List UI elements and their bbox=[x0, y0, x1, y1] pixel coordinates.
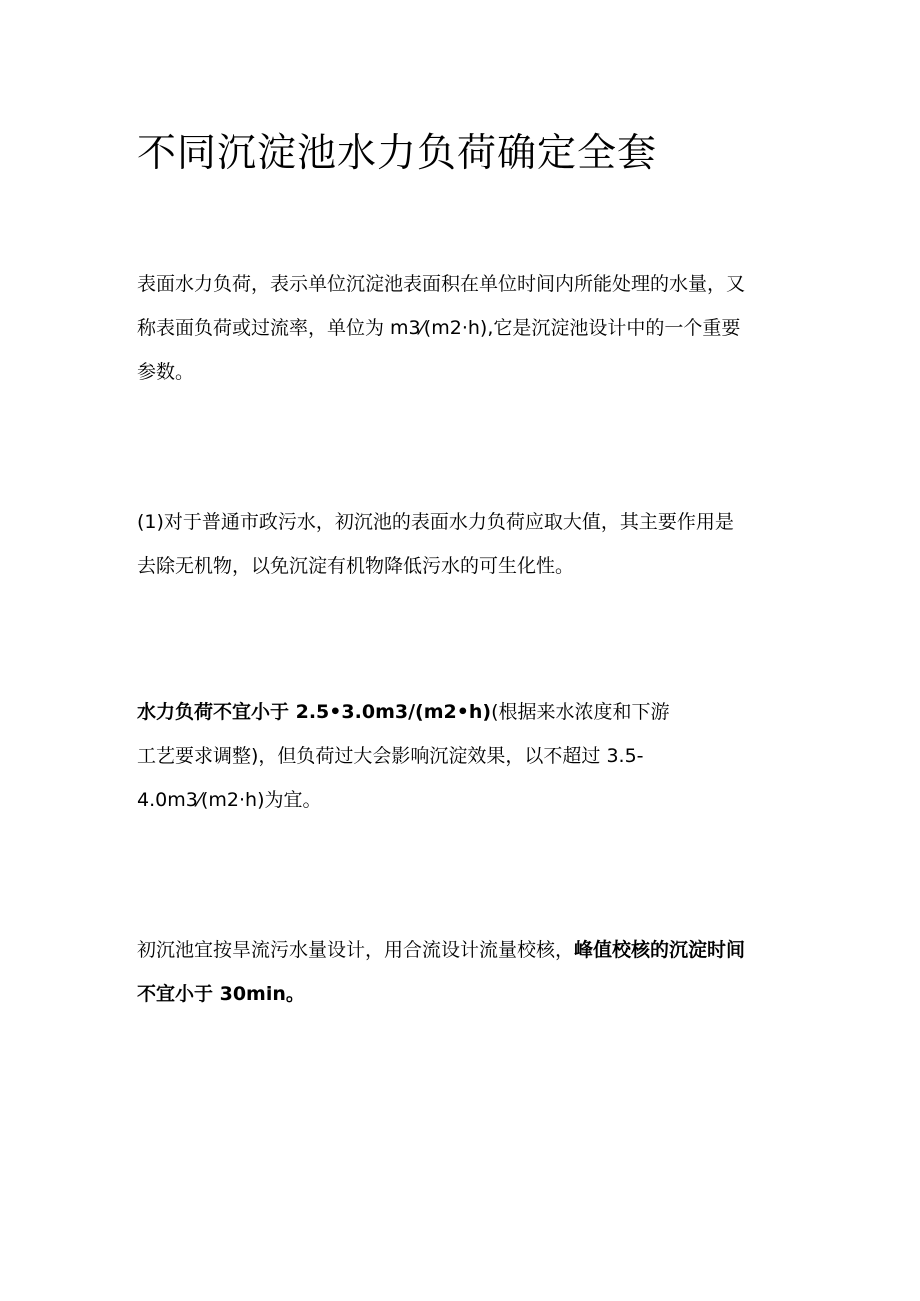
bold-text: 峰值校核的沉淀时间 bbox=[574, 939, 746, 961]
paragraph-municipal-sewage bbox=[137, 500, 797, 588]
regular-text: (根据来水浓度和下游 bbox=[491, 701, 670, 723]
document-title: 不同沉淀池水力负荷确定全套 bbox=[137, 131, 658, 176]
paragraph-line bbox=[137, 928, 797, 972]
paragraph-line: (1)对于普通市政污水，初沉池的表面水力负荷应取大值，其主要作用是 bbox=[137, 511, 734, 533]
paragraph-line: 4.0m3⁄(m2·h)为宜。 bbox=[137, 789, 322, 811]
regular-text: 初沉池宜按旱流污水量设计，用合流设计流量校核， bbox=[137, 939, 575, 961]
paragraph-line: 表面水力负荷，表示单位沉淀池表面积在单位时间内所能处理的水量，又 bbox=[137, 273, 746, 295]
paragraph-line: 参数。 bbox=[137, 361, 195, 383]
paragraph-surface-load-definition bbox=[137, 262, 797, 394]
paragraph-line: 称表面负荷或过流率，单位为 m3⁄(m2·h),它是沉淀池设计中的一个重要 bbox=[137, 317, 741, 339]
bold-text: 水力负荷不宜小于 2.5•3.0m3∕(m2•h) bbox=[137, 701, 492, 723]
paragraph-line bbox=[137, 690, 797, 734]
paragraph-line: 不宜小于 30min。 bbox=[137, 983, 305, 1005]
paragraph-line: 去除无机物，以免沉淀有机物降低污水的可生化性。 bbox=[137, 555, 575, 577]
paragraph-line: 工艺要求调整)，但负荷过大会影响沉淀效果，以不超过 3.5- bbox=[137, 745, 644, 767]
paragraph-hydraulic-load-range bbox=[137, 690, 797, 822]
paragraph-dry-weather-flow bbox=[137, 928, 797, 1016]
